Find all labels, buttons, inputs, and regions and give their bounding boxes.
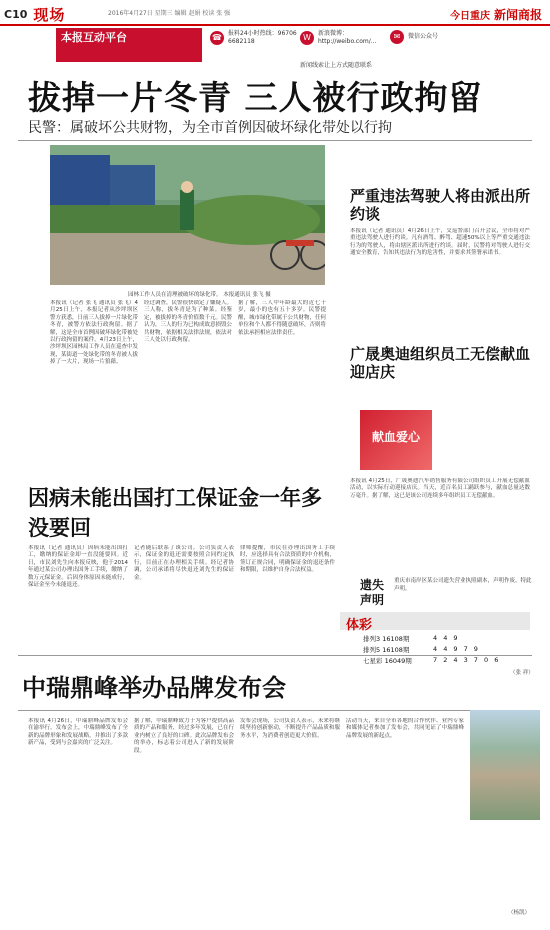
lead-headline: 拔掉一片冬青 三人被行政拘留	[28, 78, 483, 117]
wechat-icon: ✉	[390, 30, 404, 44]
brand-body-col-3: 发布会现场，公司负责人表示，未来将继续坚持创新驱动，不断提升产品品质和服务水平，为消费者创造更大价值。	[240, 718, 340, 739]
hotline-box	[210, 30, 308, 46]
weibo-text: 新浪微博：http://weibo.com/...	[318, 30, 377, 45]
brand-name: 新闻商报	[493, 8, 542, 22]
donation-body: 本报讯 4月25日，广晟奥迪汽车销售服务有限公司组织员工开展无偿献血活动，以实际行动迎接店庆。当天，近百名员工踊跃参与，献血总量达数万毫升。据了解，这已是该公司连续多年组织员工无偿献血。	[350, 478, 530, 499]
lottery-numbers: 4 4 9 7 9	[433, 645, 480, 653]
notice-label: 遗失声明	[360, 578, 385, 607]
brand-body-col-1: 本报讯 4月26日，中瑞鼎峰品牌发布会在渝举行。发布会上，中瑞鼎峰发布了全新的品牌形象和发展战略，并推出了多款新产品，受到与会嘉宾的广泛关注。	[28, 718, 128, 747]
wechat-box	[390, 30, 498, 44]
work-body-col-3: 律师提醒，市民在办理出国务工手续时，应选择具有合法资质的中介机构，签订正规合同，明确保证金的退还条件和期限，以维护自身合法权益。	[240, 545, 335, 574]
lottery-row	[363, 645, 480, 654]
lottery-row	[363, 656, 500, 665]
hotline-text: 报料24小时热线：96706 6682118	[228, 30, 297, 45]
section-title: 现场	[33, 6, 66, 24]
lottery-issue: 排列5 16108期	[363, 646, 410, 654]
blood-donation-graphic: 献血爱心	[360, 410, 432, 470]
brand-body-col-4: 活动当天，来自全市各地的合作伙伴、业内专家和媒体记者参加了发布会，共同见证了中瑞鼎峰品牌发展的新起点。	[346, 718, 464, 739]
lottery-issue: 排列3 16108期	[363, 635, 410, 643]
lottery-numbers: 7 2 4 3 7 0 6	[433, 656, 501, 664]
lead-body-col-2: 经过调查，民警很快锁定了嫌疑人。三人称，拔冬青是为了种菜。经鉴定，被拔掉的冬青价值数千元。民警认为，三人的行为已构成故意损毁公共财物，依据相关法律法规，依法对三人处以行政拘留。	[144, 300, 232, 344]
lottery-note: （张 祥）	[510, 670, 534, 676]
wechat-text: 微信公众号	[408, 33, 439, 40]
lottery-title: 体彩	[346, 618, 373, 633]
lottery-numbers: 4 4 9	[433, 634, 460, 642]
ad-footer: 新闻线索让上方式随意联系	[300, 62, 373, 69]
lead-body-col-3: 据了解，三人中年龄最大的近七十岁，最小的也有五十多岁。民警提醒，城市绿化带属于公共财物，任何单位和个人都不得随意破坏，否则将依法承担相应法律责任。	[238, 300, 326, 336]
work-deposit-headline: 因病未能出国打工保证金一年多没要回	[28, 486, 322, 540]
brand-launch-headline: 中瑞鼎峰举办品牌发布会	[22, 674, 286, 702]
lottery-row	[363, 634, 460, 643]
divider	[18, 710, 532, 711]
date-line: 2016年4月27日 星期三 编辑 赵娟 校读 张 强	[108, 10, 231, 17]
lead-subhead: 民警：属破坏公共财物，为全市首例因破坏绿化带处以行拘	[28, 120, 392, 136]
weibo-icon: W	[300, 31, 314, 45]
masthead-left	[4, 4, 65, 25]
brand-prefix: 今日重庆	[449, 11, 490, 22]
residential-photo	[470, 710, 540, 820]
phone-icon: ☎	[210, 31, 224, 45]
work-body-col-2: 记者随后联系了该公司。公司负责人表示，保证金的退还需要按照合同约定执行，目前正在办理相关手续。经记者协调，公司承诺将尽快退还刘先生的保证金。	[134, 545, 234, 581]
brand-body-col-2: 据了解，中瑞鼎峰致力于为客户提供高品质的产品和服务，经过多年发展，已在行业内树立了良好的口碑。此次品牌发布会的举办，标志着公司进入了新的发展阶段。	[134, 718, 234, 754]
greenbelt-photo-illustration	[50, 145, 325, 285]
lead-body-col-1: 本报讯（记者 张飞 通讯员 张飞）4月25日上午，本报记者从沙坪坝区警方获悉，日前三人拔掉一片绿化带冬青，被警方依法行政拘留。据了解，这是全市首例因破坏绿化带被处以行政拘留的案件。4月23日上午，沙坪坝区园林局工作人员在巡查中发现，某街道一处绿化带的冬青被人拔掉了一大片，现场一片狼藉。	[50, 300, 138, 366]
notice-body: 重庆市南岸区某公司遗失营业执照副本，声明作废。特此声明。	[394, 578, 532, 592]
drunk-driver-headline: 严重违法驾驶人将由派出所约谈	[350, 187, 531, 223]
lottery-issue: 七星彩 16049期	[363, 657, 412, 665]
donation-headline: 广晟奥迪组织员工无偿献血迎店庆	[350, 345, 531, 381]
work-body-col-1: 本报讯（记者 通讯员）因病未能出国打工，缴纳的保证金却一直没能要回。近日，市民刘先生向本报反映，他于2014年通过某公司办理出国务工手续，缴纳了数万元保证金。后因身体原因未能成行，保证金至今未能退还。	[28, 545, 128, 589]
divider	[18, 140, 532, 141]
drunk-driver-body: 本报讯（记者 通讯员）4月26日上午，交巡警部门召开会议，全市将对严重违法驾驶人进行约谈。凡有酒驾、醉驾、超速50%以上等严重交通违法行为的驾驶人，将由辖区派出所进行约谈。届时，民警将对驾驶人进行交通安全教育，告知其违法行为的危害性，并要求其签署承诺书。	[350, 228, 530, 257]
weibo-box	[300, 30, 398, 46]
masthead	[0, 0, 550, 26]
divider	[18, 655, 532, 656]
brand-signature: （杨凯）	[508, 910, 531, 916]
page-number: C10	[4, 8, 28, 21]
newspaper-brand	[450, 6, 542, 23]
interaction-ad-bar	[0, 28, 550, 68]
lead-photo-caption: 园林工作人员在清理被破坏的绿化带。 本报通讯员 张飞 摄	[128, 292, 271, 298]
lead-photo	[50, 145, 325, 285]
ad-title: 本报互动平台	[56, 28, 202, 62]
